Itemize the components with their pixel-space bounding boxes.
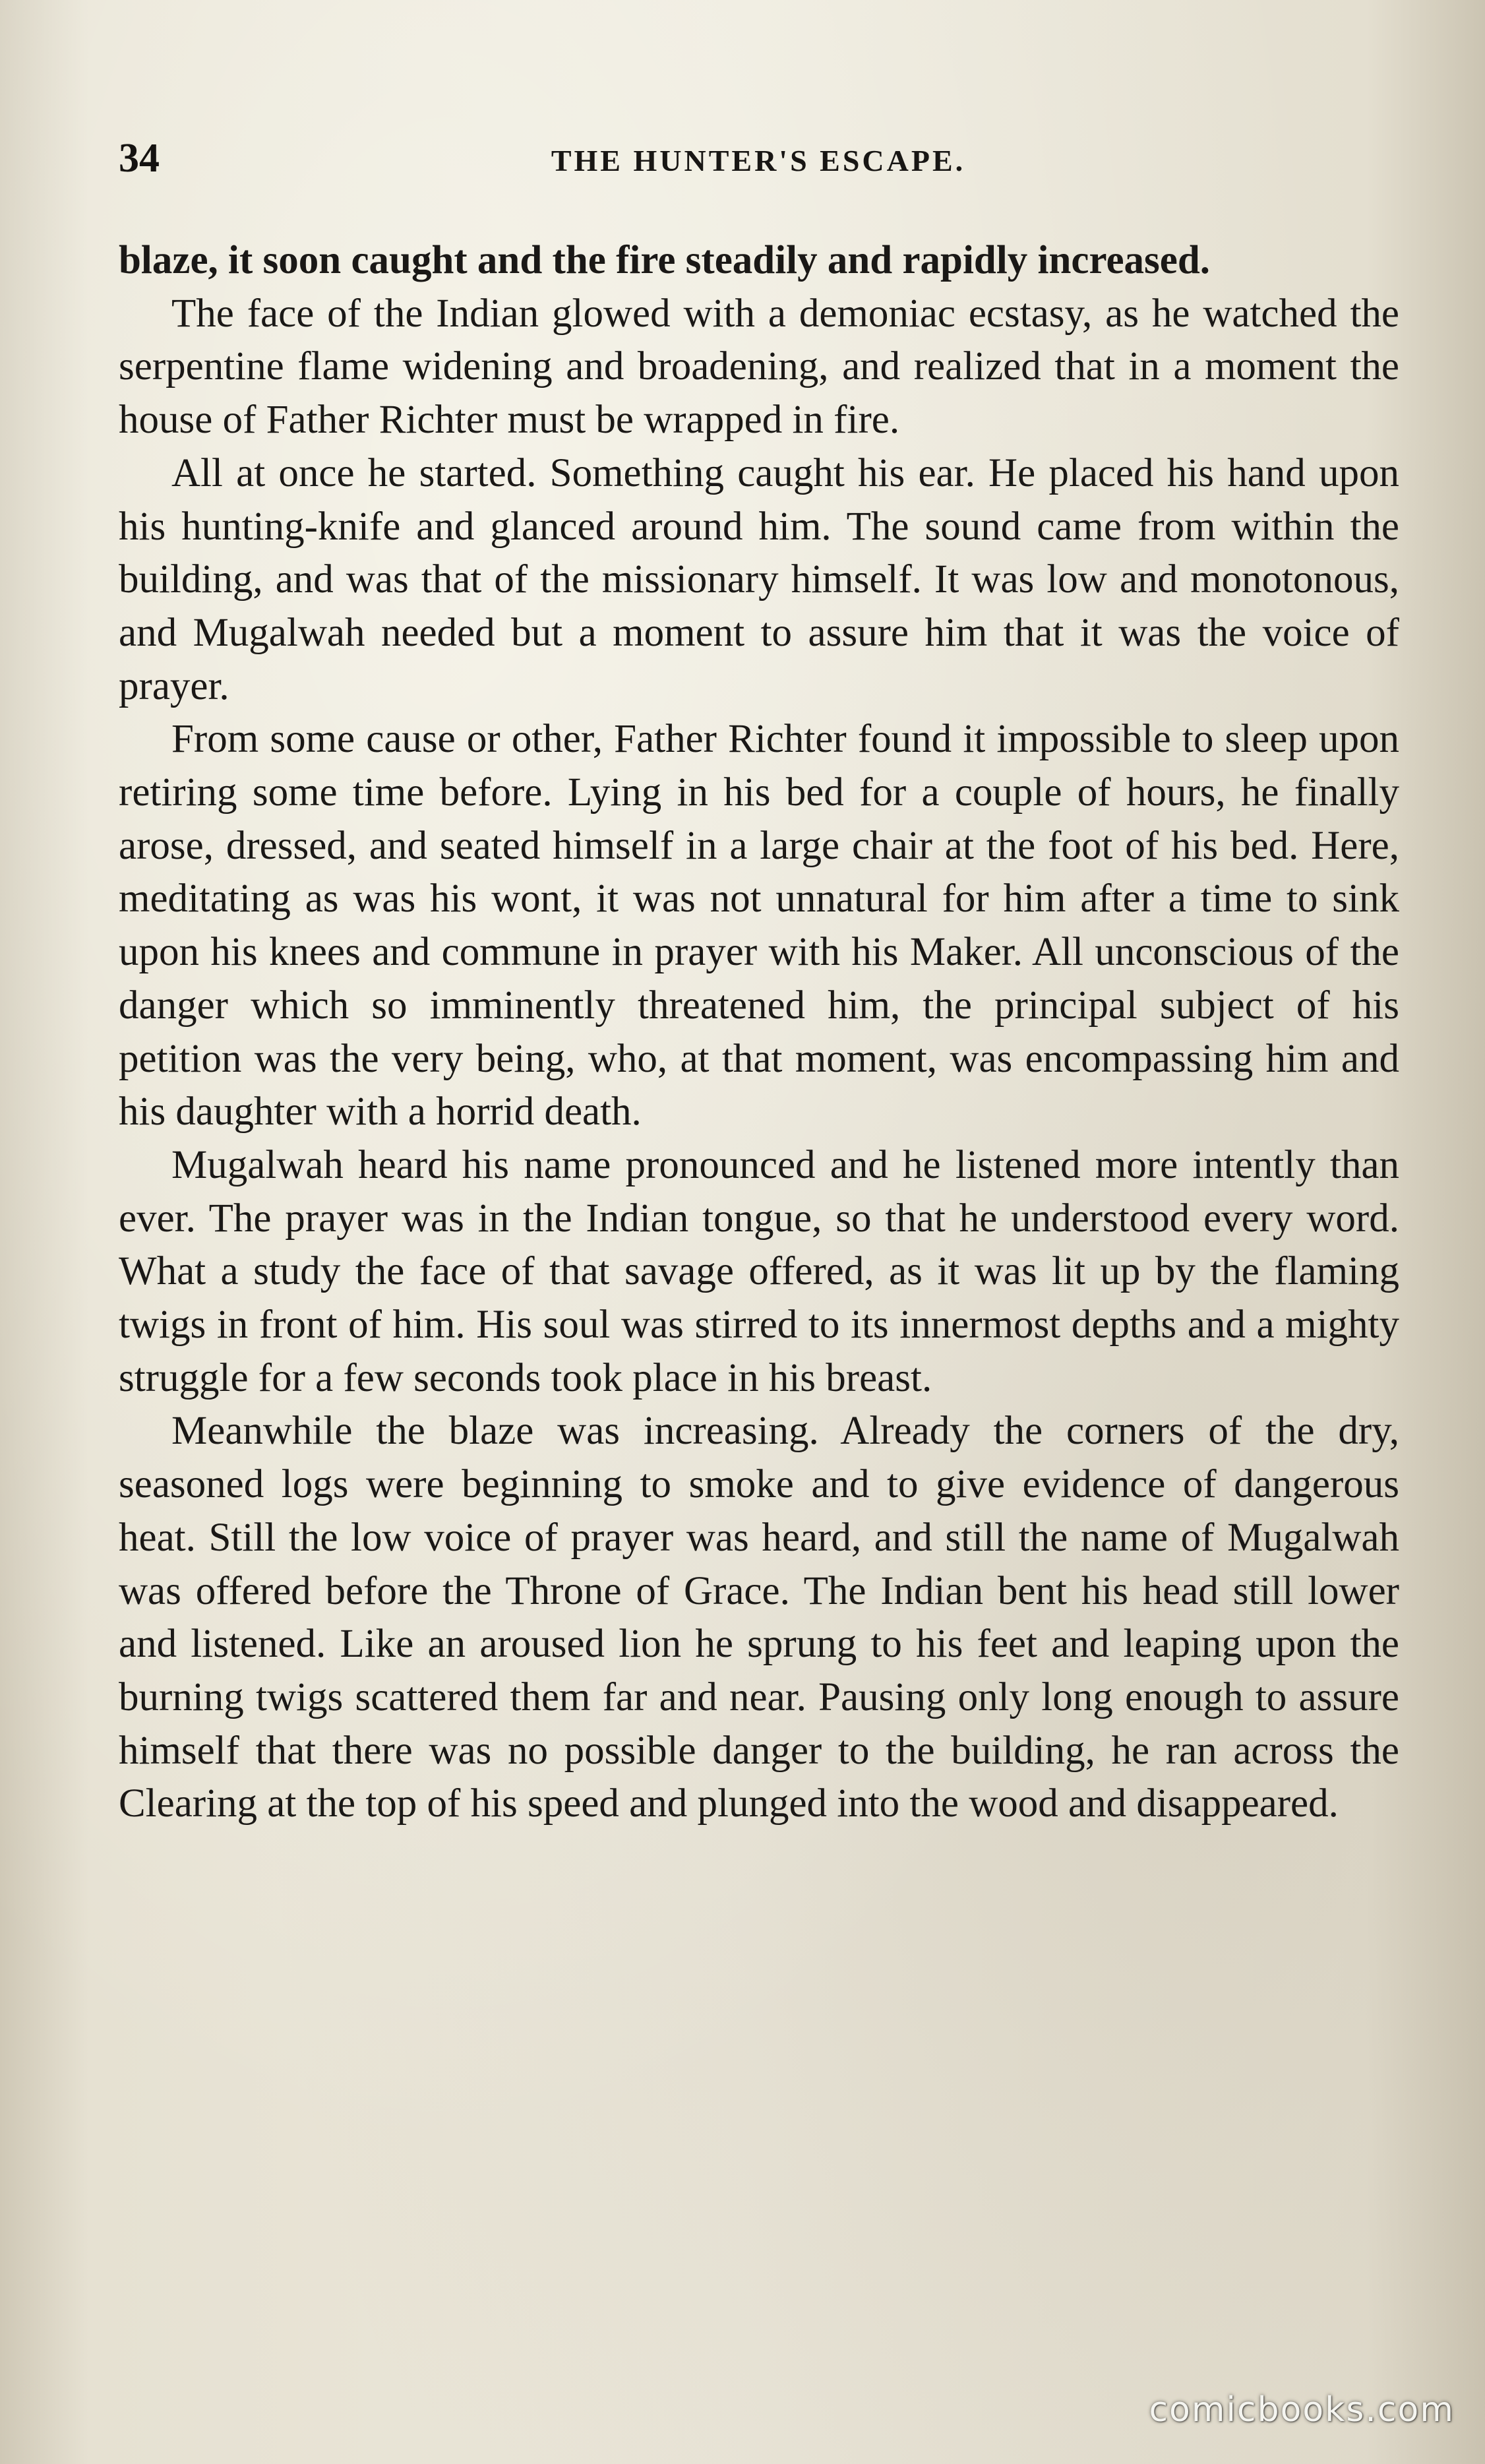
paragraph: Mugalwah heard his name pronounced and he listened more intently than ever. The prayer was in the Indian tongue, so that he understood every word. What a study the face of that savage offered, as it was lit up by the flaming twigs in front of him. His soul was stirred to its innermost depths and a mighty struggle for a few seconds took place in his breast.: [119, 1142, 1399, 1400]
paragraph: The face of the Indian glowed with a demoniac ecstasy, as he watched the serpentine flame widening and broadening, and realized that in a moment the house of Father Richter must be wrapped in fire.: [119, 291, 1399, 443]
paragraph: Meanwhile the blaze was increasing. Already the corners of the dry, seasoned logs were beginning to smoke and to give evidence of dangerous heat. Still the low voice of prayer was heard, and still the name of Mugalwah was offered before the Throne of Grace. The Indian bent his head still lower and listened. Like an aroused lion he sprung to his feet and leaping upon the burning twigs scattered them far and near. Pausing only long enough to assure himself that there was no possible danger to the building, he ran across the Clearing at the top of his speed and plunged into the wood and disappeared.: [119, 1409, 1399, 1826]
paragraph-continued: blaze, it soon caught and the fire steadily and rapidly increased.: [119, 238, 1211, 282]
page-number: 34: [119, 136, 160, 181]
running-head: THE HUNTER'S ESCAPE.: [551, 144, 966, 177]
paragraph: From some cause or other, Father Richter found it impossible to sleep upon retiring some time before. Lying in his bed for a couple of hours, he finally arose, dressed, and seated himself in a large chair at the foot of his bed. Here, meditating as was his wont, it was not unnatural for him after a time to sink upon his knees and commune in prayer with his Maker. All unconscious of the danger which so imminently threatened him, the principal subject of his petition was the very being, who, at that moment, was encompassing him and his daughter with a horrid death.: [119, 717, 1399, 1134]
page-header: [119, 135, 1398, 188]
paragraph: All at once he started. Something caught his ear. He placed his hand upon his hunting-knife and glanced around him. The sound came from within the building, and was that of the missionary himself. It was low and monotonous, and Mugalwah needed but a moment to assure him that it was the voice of prayer.: [119, 450, 1399, 708]
watermark: comicbooks.com: [1149, 2390, 1455, 2430]
body-text: [119, 234, 1399, 1831]
